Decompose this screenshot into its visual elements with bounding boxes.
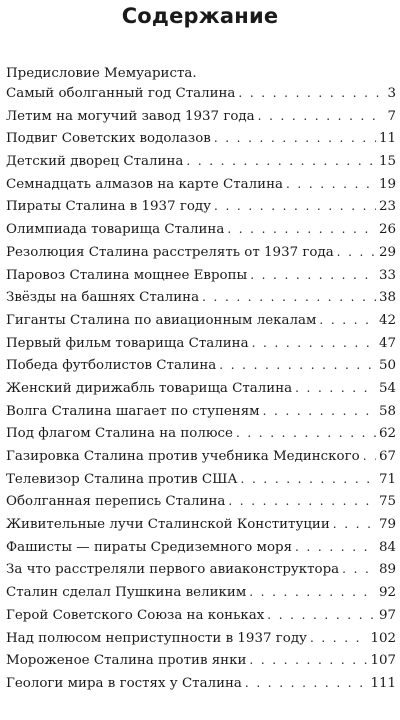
dot-leader [219, 354, 376, 377]
toc-entry-page-number: 11 [378, 131, 396, 147]
toc-entry [6, 82, 396, 105]
toc-entry-title: Пираты Сталина в 1937 году [6, 199, 212, 215]
toc-entry-page-number: 67 [378, 449, 396, 464]
dot-leader [363, 445, 376, 468]
toc-entry-title: Олимпиада товарища Сталина [6, 222, 225, 238]
toc-entry-title: Летим на могучий завод 1937 года [6, 108, 255, 124]
toc-entry [6, 309, 396, 332]
dot-leader [295, 377, 376, 400]
dot-leader [214, 127, 376, 150]
dot-leader [228, 490, 376, 513]
toc-entry-page-number: 97 [378, 607, 396, 623]
dot-leader [333, 513, 376, 536]
dot-leader [214, 195, 376, 218]
table-of-contents [6, 82, 396, 695]
toc-entry [6, 195, 396, 218]
toc-entry-title: Телевизор Сталина против США [6, 471, 238, 487]
dot-leader [236, 422, 376, 445]
dot-leader [250, 264, 376, 287]
toc-entry-title: Женский дирижабль товарища Сталина [6, 380, 293, 396]
toc-entry-page-number: 62 [378, 426, 396, 442]
toc-entry [6, 377, 396, 400]
dot-leader [258, 105, 383, 128]
dot-leader [227, 218, 376, 241]
toc-entry-page-number: 15 [378, 154, 396, 170]
toc-entry-page-number: 54 [378, 380, 396, 396]
dot-leader [245, 672, 368, 695]
dot-leader [310, 627, 368, 650]
dot-leader [267, 604, 376, 627]
dot-leader [186, 150, 376, 173]
dot-leader [263, 400, 376, 423]
toc-entry-title: Паровоз Сталина мощнее Европы [6, 267, 248, 283]
toc-entry-title: Детский дворец Сталина [6, 154, 184, 170]
dot-leader [249, 581, 376, 604]
toc-entry-title: За что расстреляли первого авиаконструктора [6, 562, 340, 578]
toc-entry [6, 173, 396, 196]
toc-entry-title: Подвиг Советских водолазов [6, 131, 211, 147]
toc-entry-title: Волга Сталина шагает по ступеням [6, 403, 260, 419]
toc-entry-page-number: 38 [378, 290, 396, 306]
toc-entry-page-number: 19 [378, 176, 396, 192]
toc-entry-title: Самый оболганный год Сталина [6, 86, 236, 101]
preface-line: Предисловие Мемуариста. [6, 66, 197, 81]
toc-entry-title: Под флагом Сталина на полюсе [6, 426, 233, 442]
toc-entry [6, 558, 396, 581]
dot-leader [319, 309, 376, 332]
toc-entry-title: Первый фильм товарища Сталина [6, 335, 249, 351]
toc-entry-page-number: 33 [378, 267, 396, 283]
toc-entry-page-number: 89 [378, 562, 396, 578]
toc-entry-page-number: 23 [378, 199, 396, 215]
toc-entry-title: Оболганная перепись Сталина [6, 494, 226, 510]
toc-entry [6, 150, 396, 173]
dot-leader [286, 173, 376, 196]
toc-entry-page-number: 50 [378, 358, 396, 374]
toc-entry-page-number: 79 [378, 517, 396, 533]
toc-entry-page-number: 3 [387, 86, 396, 101]
toc-entry-title: Живительные лучи Сталинской Конституции [6, 517, 330, 533]
toc-entry-page-number: 102 [370, 630, 396, 646]
toc-entry [6, 581, 396, 604]
toc-entry-title: Семнадцать алмазов на карте Сталина [6, 176, 283, 192]
toc-entry-page-number: 107 [370, 653, 396, 669]
toc-entry-page-number: 75 [378, 494, 396, 510]
toc-entry [6, 604, 396, 627]
toc-entry-title: Гиганты Сталина по авиационным лекалам [6, 312, 317, 328]
toc-entry [6, 627, 396, 650]
toc-entry-title: Фашисты — пираты Средиземного моря [6, 539, 293, 555]
toc-entry [6, 536, 396, 559]
toc-entry [6, 672, 396, 695]
dot-leader [295, 536, 376, 559]
toc-entry-title: Резолюция Сталина расстрелять от 1937 года [6, 244, 334, 260]
toc-entry-title: Герой Советского Союза на коньках [6, 607, 265, 623]
dot-leader [252, 332, 376, 355]
page-title: Содержание [121, 4, 279, 28]
dot-leader [342, 558, 376, 581]
toc-entry-page-number: 111 [370, 675, 396, 691]
toc-entry-title: Геологи мира в гостях у Сталина [6, 675, 242, 691]
toc-entry [6, 264, 396, 287]
toc-entry-title: Над полюсом неприступности в 1937 году [6, 630, 307, 646]
toc-entry [6, 127, 396, 150]
toc-entry [6, 105, 396, 128]
toc-entry-page-number: 92 [378, 585, 396, 601]
toc-entry-page-number: 47 [378, 335, 396, 351]
toc-entry-page-number: 71 [378, 471, 396, 487]
toc-entry [6, 649, 396, 672]
toc-entry-title: Мороженое Сталина против янки [6, 653, 247, 669]
toc-entry-title: Звёзды на башнях Сталина [6, 290, 200, 306]
toc-entry [6, 400, 396, 423]
toc-entry [6, 422, 396, 445]
dot-leader [202, 286, 376, 309]
toc-entry [6, 354, 396, 377]
dot-leader [238, 82, 383, 105]
toc-entry-title: Сталин сделал Пушкина великим [6, 585, 247, 601]
toc-entry [6, 241, 396, 264]
toc-entry-page-number: 58 [378, 403, 396, 419]
toc-entry-page-number: 26 [378, 222, 396, 238]
toc-entry-title: Победа футболистов Сталина [6, 358, 217, 374]
toc-entry [6, 332, 396, 355]
dot-leader [241, 468, 376, 491]
toc-entry-page-number: 29 [378, 244, 396, 260]
toc-entry [6, 286, 396, 309]
toc-entry [6, 490, 396, 513]
toc-entry [6, 513, 396, 536]
toc-entry [6, 218, 396, 241]
toc-entry-page-number: 42 [378, 312, 396, 328]
toc-entry-page-number: 7 [387, 108, 396, 124]
dot-leader [249, 649, 367, 672]
toc-entry [6, 445, 396, 468]
toc-entry-title: Газировка Сталина против учебника Мединского [6, 449, 360, 464]
dot-leader [337, 241, 376, 264]
toc-entry-page-number: 84 [378, 539, 396, 555]
toc-entry [6, 468, 396, 491]
